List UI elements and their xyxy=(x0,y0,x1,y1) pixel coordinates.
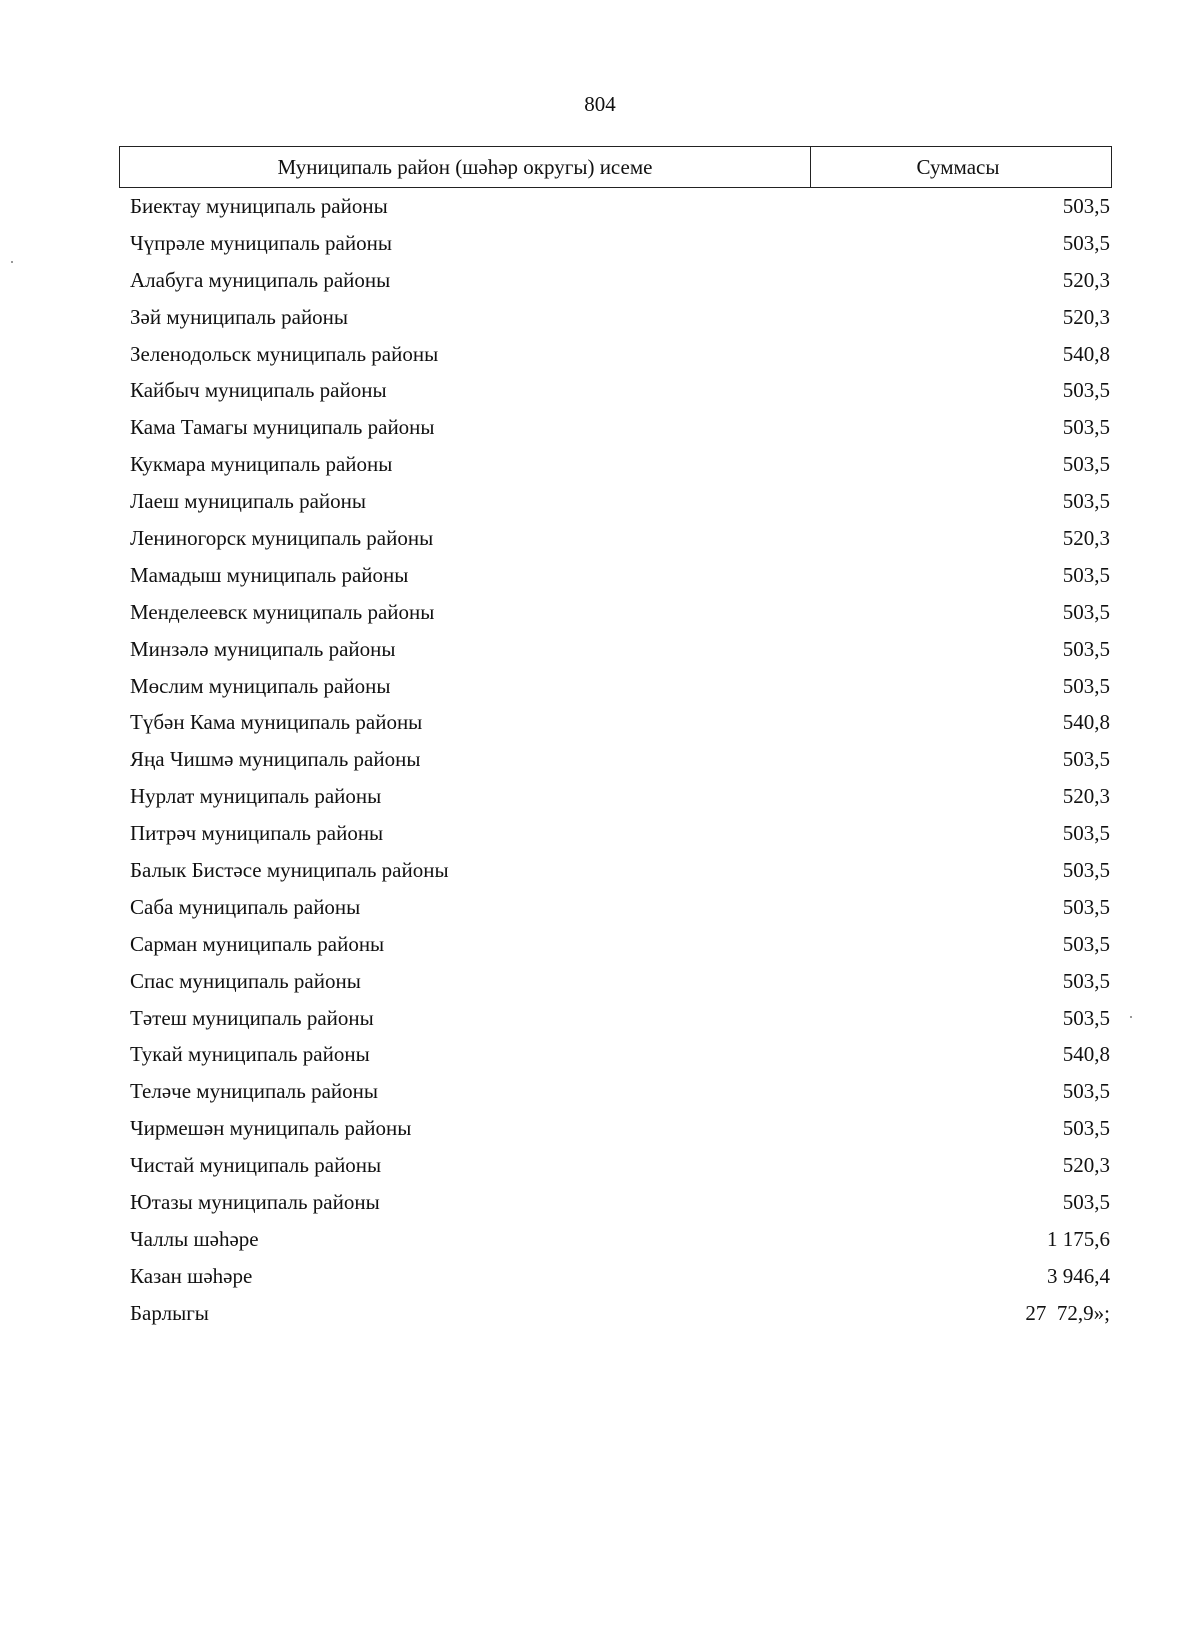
row-name: Зәй муниципаль районы xyxy=(130,304,349,329)
row-name: Биектау муниципаль районы xyxy=(130,193,388,218)
row-value: 520,3 xyxy=(1062,525,1110,550)
table-row xyxy=(130,446,1110,483)
row-name: Питрәч муниципаль районы xyxy=(130,821,384,846)
table-row xyxy=(130,409,1110,446)
row-value: 520,3 xyxy=(1062,784,1110,809)
row-name: Мамадыш муниципаль районы xyxy=(130,562,409,587)
table-row xyxy=(130,1110,1110,1147)
table-row xyxy=(130,631,1110,668)
row-value: 503,5 xyxy=(1062,857,1110,882)
table-row xyxy=(130,225,1110,262)
row-name: Чистай муниципаль районы xyxy=(130,1153,382,1178)
column-header-name: Муниципаль район (шәһәр округы) исеме xyxy=(120,147,811,187)
row-name: Нурлат муниципаль районы xyxy=(130,784,382,809)
table-row xyxy=(130,483,1110,520)
row-value: 503,5 xyxy=(1062,894,1110,919)
row-value: 1 175,6 xyxy=(1047,1226,1110,1251)
row-value: 540,8 xyxy=(1062,1042,1110,1067)
table-row xyxy=(130,889,1110,926)
row-value: 503,5 xyxy=(1062,1005,1110,1030)
row-value: 503,5 xyxy=(1062,673,1110,698)
row-value: 503,5 xyxy=(1062,599,1110,624)
row-name: Теләче муниципаль районы xyxy=(130,1079,378,1104)
table-row xyxy=(130,1000,1110,1037)
row-name: Чирмешән муниципаль районы xyxy=(130,1116,412,1141)
row-name: Кайбыч муниципаль районы xyxy=(130,378,387,403)
row-value: 503,5 xyxy=(1062,378,1110,403)
table-row xyxy=(130,1036,1110,1073)
table-row xyxy=(130,668,1110,705)
row-name: Лениногорск муниципаль районы xyxy=(130,525,434,550)
row-value: 503,5 xyxy=(1062,193,1110,218)
row-value: 540,8 xyxy=(1062,710,1110,735)
table-body xyxy=(130,188,1110,1332)
row-name: Кукмара муниципаль районы xyxy=(130,452,393,477)
row-value: 503,5 xyxy=(1062,1189,1110,1214)
row-name: Тукай муниципаль районы xyxy=(130,1042,370,1067)
table-row xyxy=(130,741,1110,778)
table-row xyxy=(130,778,1110,815)
row-name: Ютазы муниципаль районы xyxy=(130,1189,380,1214)
row-name: Яңа Чишмә муниципаль районы xyxy=(130,747,421,772)
row-name: Тәтеш муниципаль районы xyxy=(130,1005,374,1030)
table-row xyxy=(130,188,1110,225)
table-row xyxy=(130,520,1110,557)
row-value: 540,8 xyxy=(1062,341,1110,366)
table-row xyxy=(130,262,1110,299)
row-name: Саба муниципаль районы xyxy=(130,894,361,919)
row-value: 3 946,4 xyxy=(1047,1263,1110,1288)
row-name: Менделеевск муниципаль районы xyxy=(130,599,435,624)
row-name: Сарман муниципаль районы xyxy=(130,931,385,956)
table-row xyxy=(130,926,1110,963)
table-row xyxy=(130,1295,1110,1332)
row-name: Казан шәһәре xyxy=(130,1263,253,1288)
row-value: 503,5 xyxy=(1062,931,1110,956)
row-name: Спас муниципаль районы xyxy=(130,968,361,993)
table-row xyxy=(130,1073,1110,1110)
table-row xyxy=(130,1258,1110,1295)
row-value: 503,5 xyxy=(1062,968,1110,993)
column-header-sum: Суммасы xyxy=(916,154,1000,179)
scan-speck xyxy=(1130,1016,1132,1018)
row-value: 503,5 xyxy=(1062,636,1110,661)
table-row xyxy=(130,815,1110,852)
row-value: 520,3 xyxy=(1062,304,1110,329)
row-value: 520,3 xyxy=(1062,267,1110,292)
table-row xyxy=(130,372,1110,409)
table-row xyxy=(130,1184,1110,1221)
table-row xyxy=(130,299,1110,336)
row-name: Зеленодольск муниципаль районы xyxy=(130,341,439,366)
table-row xyxy=(130,336,1110,373)
row-value: 503,5 xyxy=(1062,821,1110,846)
row-name: Алабуга муниципаль районы xyxy=(130,267,391,292)
table-row xyxy=(130,557,1110,594)
table-row xyxy=(130,852,1110,889)
row-value: 520,3 xyxy=(1062,1153,1110,1178)
table-row xyxy=(130,704,1110,741)
row-value: 503,5 xyxy=(1062,562,1110,587)
row-value: 503,5 xyxy=(1062,1116,1110,1141)
row-name: Чаллы шәһәре xyxy=(130,1226,259,1251)
row-value: 503,5 xyxy=(1062,230,1110,255)
table-row xyxy=(130,1147,1110,1184)
row-value: 503,5 xyxy=(1062,452,1110,477)
row-name: Минзәлә муниципаль районы xyxy=(130,636,396,661)
row-value: 503,5 xyxy=(1062,747,1110,772)
row-name: Барлыгы xyxy=(130,1300,209,1325)
row-value: 27 72,9»; xyxy=(1025,1300,1110,1325)
row-name: Лаеш муниципаль районы xyxy=(130,489,367,514)
row-name: Балык Бистәсе муниципаль районы xyxy=(130,857,449,882)
row-value: 503,5 xyxy=(1062,489,1110,514)
scan-speck xyxy=(11,261,13,263)
row-value: 503,5 xyxy=(1062,1079,1110,1104)
table-row xyxy=(130,963,1110,1000)
page-number: 804 xyxy=(584,92,616,116)
row-name: Кама Тамагы муниципаль районы xyxy=(130,415,435,440)
row-name: Түбән Кама муниципаль районы xyxy=(130,710,423,735)
table-header xyxy=(119,146,1112,188)
row-name: Чүпрәле муниципаль районы xyxy=(130,230,392,255)
row-name: Мөслим муниципаль районы xyxy=(130,673,391,698)
row-value: 503,5 xyxy=(1062,415,1110,440)
table-row xyxy=(130,1221,1110,1258)
table-row xyxy=(130,594,1110,631)
